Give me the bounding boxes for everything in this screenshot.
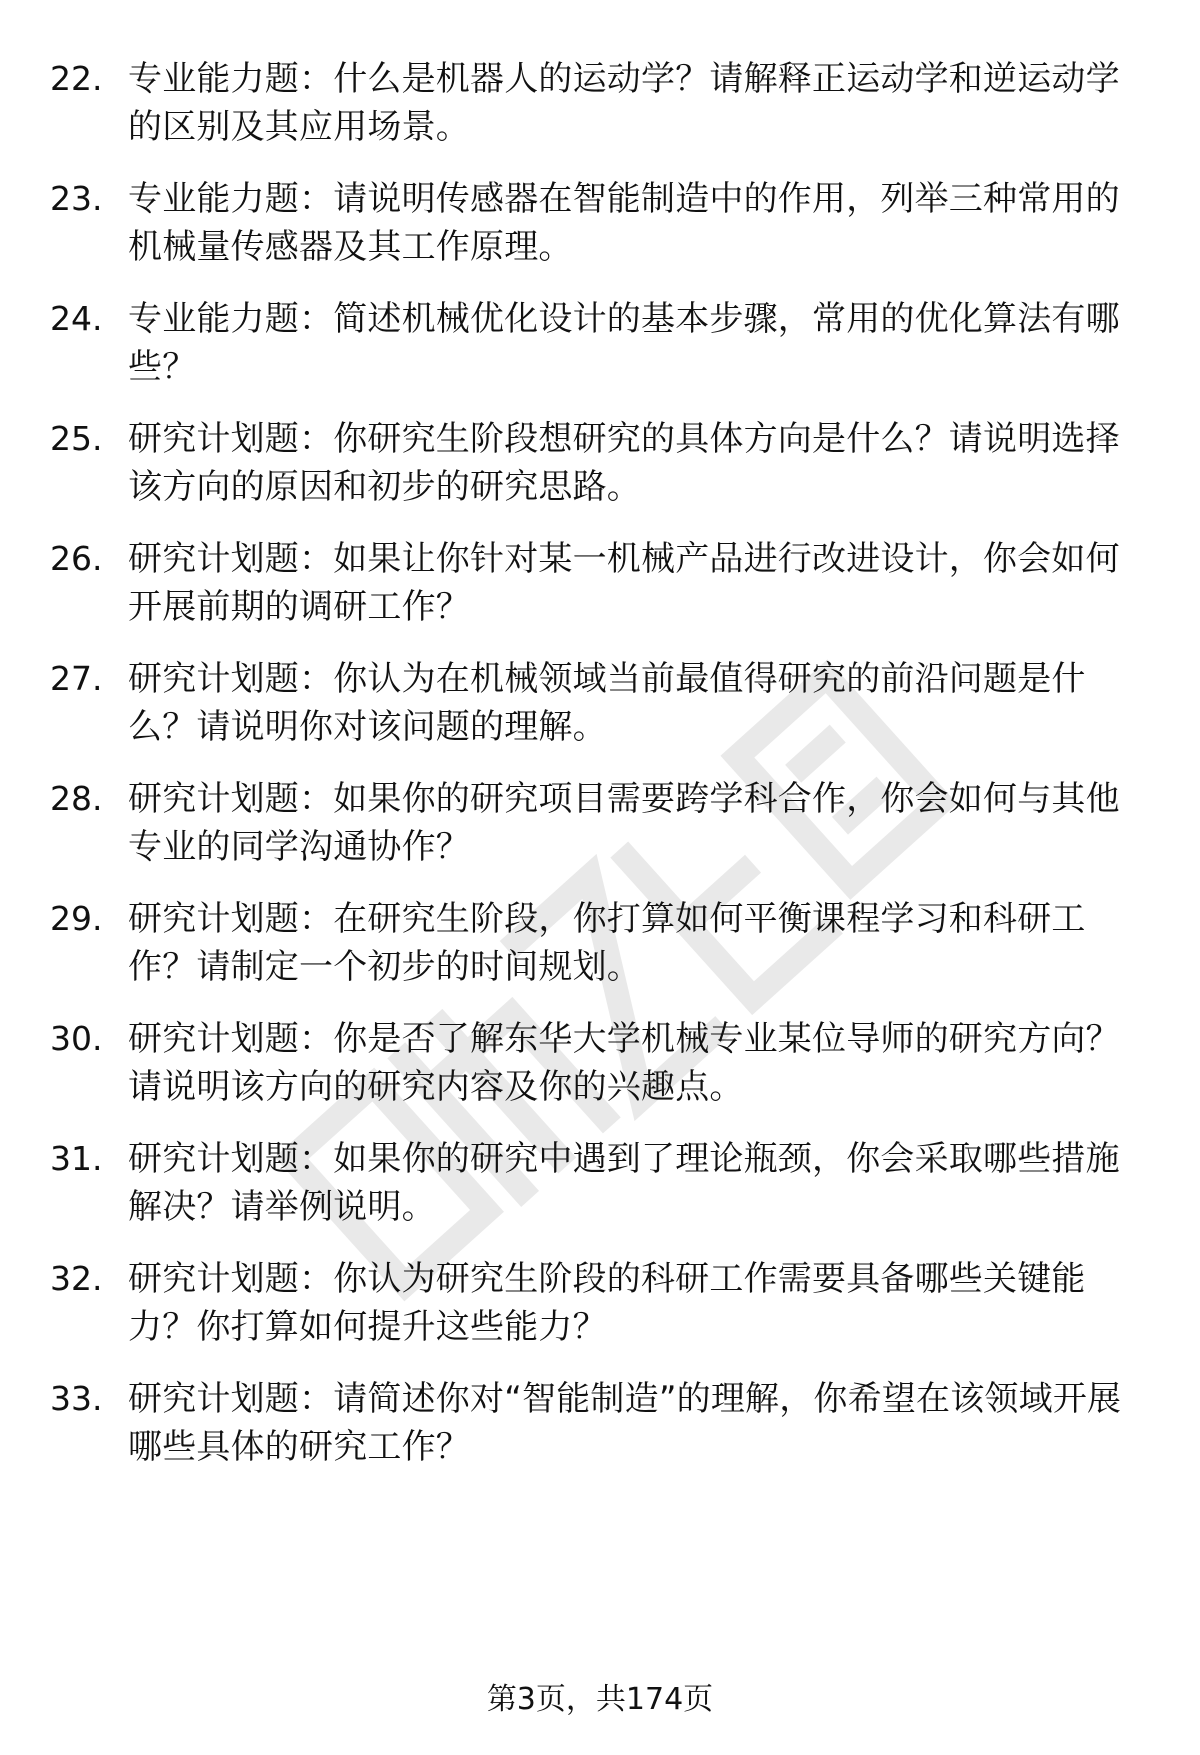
question-number: 29.	[50, 899, 103, 938]
question-text: 专业能力题：什么是机器人的运动学？请解释正运动学和逆运动学的区别及其应用场景。	[128, 59, 1120, 147]
question-text: 专业能力题：简述机械优化设计的基本步骤，常用的优化算法有哪些？	[128, 299, 1120, 387]
question-text: 研究计划题：请简述你对“智能制造”的理解，你希望在该领域开展哪些具体的研究工作？	[128, 1379, 1122, 1467]
question-item	[50, 535, 1140, 645]
question-number: 33.	[50, 1379, 103, 1418]
question-item	[50, 655, 1140, 765]
question-text: 研究计划题：在研究生阶段，你打算如何平衡课程学习和科研工作？请制定一个初步的时间规划。	[128, 899, 1086, 987]
question-text: 研究计划题：你认为研究生阶段的科研工作需要具备哪些关键能力？你打算如何提升这些能力？	[128, 1259, 1086, 1347]
question-text: 研究计划题：你是否了解东华大学机械专业某位导师的研究方向？请说明该方向的研究内容及你的兴趣点。	[128, 1019, 1120, 1107]
question-item	[50, 1255, 1140, 1365]
question-number: 22.	[50, 59, 103, 98]
question-number: 25.	[50, 419, 103, 458]
question-item	[50, 175, 1140, 285]
question-number: 32.	[50, 1259, 103, 1298]
question-text: 研究计划题：如果你的研究项目需要跨学科合作，你会如何与其他专业的同学沟通协作？	[128, 779, 1120, 867]
question-item	[50, 295, 1140, 405]
question-item	[50, 775, 1140, 885]
page-footer: 第3页，共174页	[486, 1682, 714, 1717]
question-number: 23.	[50, 179, 103, 218]
question-item	[50, 1135, 1140, 1245]
question-number: 28.	[50, 779, 103, 818]
question-text: 研究计划题：你认为在机械领域当前最值得研究的前沿问题是什么？请说明你对该问题的理解。	[128, 659, 1086, 747]
question-text: 专业能力题：请说明传感器在智能制造中的作用，列举三种常用的机械量传感器及其工作原理。	[128, 179, 1120, 267]
question-item	[50, 895, 1140, 1005]
question-text: 研究计划题：如果你的研究中遇到了理论瓶颈，你会采取哪些措施解决？请举例说明。	[128, 1139, 1120, 1227]
question-number: 30.	[50, 1019, 103, 1058]
question-number: 31.	[50, 1139, 103, 1178]
question-number: 24.	[50, 299, 103, 338]
question-number: 27.	[50, 659, 103, 698]
question-text: 研究计划题：你研究生阶段想研究的具体方向是什么？请说明选择该方向的原因和初步的研究思路。	[128, 419, 1120, 507]
question-item	[50, 55, 1140, 165]
question-item	[50, 1375, 1140, 1485]
question-number: 26.	[50, 539, 103, 578]
question-text: 研究计划题：如果让你针对某一机械产品进行改进设计，你会如何开展前期的调研工作？	[128, 539, 1120, 627]
question-item	[50, 1015, 1140, 1125]
question-item	[50, 415, 1140, 525]
